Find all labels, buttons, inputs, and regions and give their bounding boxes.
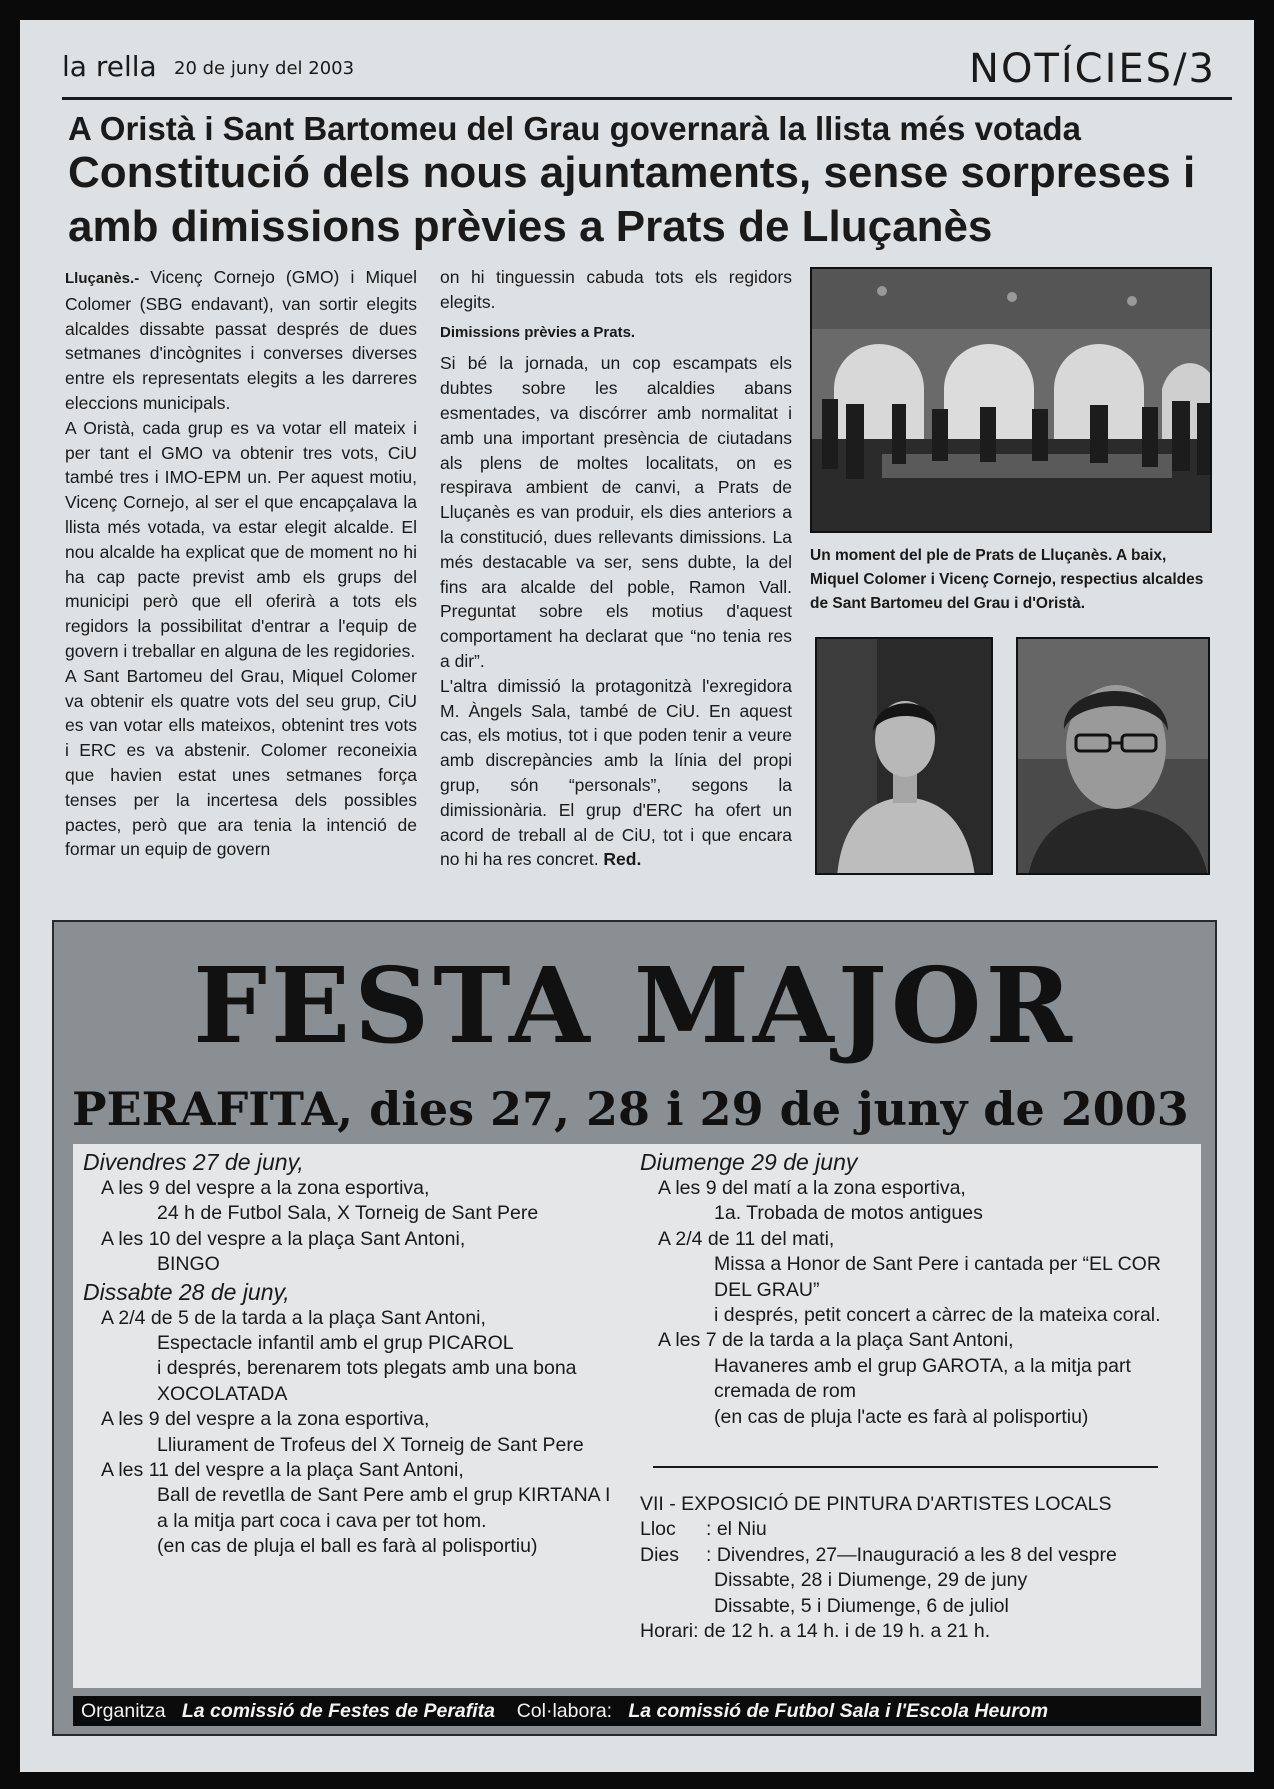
organizers-bar: [73, 1696, 1201, 1726]
article-signature: Red.: [603, 849, 642, 870]
event-note: (en cas de pluja l'acte es farà al polisportiu): [714, 1405, 1089, 1428]
exhibition-dates: Dies : Divendres, 27—Inauguració a les 8 del vespre: [640, 1543, 1117, 1566]
newspaper-page: [20, 20, 1254, 1772]
festa-major-ad: [52, 920, 1217, 1736]
day-heading: Divendres 27 de juny,: [83, 1149, 304, 1175]
article-column-1: [65, 265, 417, 862]
program-column-left: [83, 1148, 623, 1560]
article-kicker: A Oristà i Sant Bartomeu del Grau governarà la llista més votada: [68, 110, 1081, 147]
collaborator-name: La comissió de Futbol Sala i l'Escola Heurom: [628, 1700, 1049, 1722]
article-paragraph: on hi tinguessin cabuda tots els regidors elegits.: [440, 267, 792, 312]
location-lead: Lluçanès.-: [65, 270, 140, 287]
day-heading: Dissabte 28 de juny,: [83, 1278, 290, 1305]
event-detail: Missa a Honor de Sant Pere i cantada per “EL COR DEL GRAU”: [714, 1253, 1161, 1301]
event-time: A les 7 de la tarda a la plaça Sant Antoni,: [658, 1329, 1014, 1352]
event-detail: Espectacle infantil amb el grup PICAROL: [157, 1332, 514, 1355]
exhibition-dates-line: Dissabte, 5 i Diumenge, 6 de juliol: [714, 1594, 1009, 1617]
event-detail: i després, petit concert a càrrec de la mateixa coral.: [714, 1304, 1161, 1327]
portrait-image: [1018, 639, 1210, 875]
event-time: A les 11 del vespre a la plaça Sant Antoni,: [101, 1459, 464, 1482]
exhibition-info: [640, 1492, 1200, 1644]
festa-title: FESTA MAJOR: [193, 944, 1076, 1067]
masthead: [62, 38, 1232, 100]
organizer-name: La comissió de Festes de Perafita: [181, 1700, 496, 1722]
article-paragraph: Lluçanès.- Vicenç Cornejo (GMO) i Miquel Colomer (SBG endavant), van sortir elegits alcaldes dissabte passat després de dues setmanes d'incògnites i converses diverses entre els representats elegits a les darreres eleccions municipals.: [65, 267, 417, 413]
event-detail: 1a. Trobada de motos antigues: [714, 1202, 983, 1225]
event-time: A les 9 del vespre a la zona esportiva,: [101, 1408, 430, 1431]
exhibition-title: VII - EXPOSICIÓ DE PINTURA D'ARTISTES LOCALS: [640, 1493, 1112, 1515]
program-divider: [653, 1466, 1158, 1468]
exhibition-hours: Horari: de 12 h. a 14 h. i de 19 h. a 21 h.: [640, 1620, 991, 1643]
festa-program: [73, 1144, 1201, 1688]
event-note: (en cas de pluja el ball es farà al polisportiu): [157, 1535, 538, 1558]
program-column-right: [640, 1148, 1195, 1430]
day-heading: Diumenge 29 de juny: [640, 1149, 858, 1175]
portrait-photo-right: [1016, 637, 1210, 875]
photo-caption: Un moment del ple de Prats de Lluçanès. A baix, Miquel Colomer i Vicenç Cornejo, respectius alcaldes de Sant Bartomeu del Grau i d'Oristà.: [810, 547, 1204, 612]
event-time: A les 9 del matí a la zona esportiva,: [658, 1177, 966, 1199]
newspaper-brand: la rella: [62, 50, 157, 83]
event-time: A 2/4 de 5 de la tarda a la plaça Sant Antoni,: [101, 1306, 486, 1329]
section-page-label: NOTÍCIES/3: [969, 46, 1216, 92]
article-paragraph: A Oristà, cada grup es va votar ell mateix i per tant el GMO va obtenir tres vots, CiU també tres i IMO-EPM un. Per aquest motiu, Vicenç Cornejo, al ser el que encapçalava la llista més votada, va estar elegit alcalde. El nou alcalde ha explicat que de moment no hi ha cap pacte previst amb els grups del municipi però que ell oferirà a tots els regidors la possibilitat d'entrar a l'equip de govern i treballar en alguna de les regidories.: [65, 417, 417, 661]
portrait-image: [817, 639, 993, 875]
event-detail: BINGO: [157, 1253, 220, 1276]
event-detail: Lliurament de Trofeus del X Torneig de Sant Pere: [157, 1433, 584, 1456]
article-subhead: Dimissions prèvies a Prats.: [440, 323, 636, 341]
issue-date: 20 de juny del 2003: [174, 58, 355, 79]
event-time: A les 10 del vespre a la plaça Sant Antoni,: [101, 1227, 466, 1250]
council-meeting-photo: [810, 267, 1212, 533]
event-detail: Havaneres amb el grup GAROTA, a la mitja part cremada de rom: [714, 1354, 1131, 1403]
organizer-label: Organitza: [81, 1700, 166, 1722]
article-headline: Constitució dels nous ajuntaments, sense sorpreses i amb dimissions prèvies a Prats de Lluçanès: [68, 148, 1196, 251]
portrait-photo-left: [815, 637, 993, 875]
event-time: A les 9 del vespre a la zona esportiva,: [101, 1177, 430, 1199]
article-column-2: [440, 265, 792, 872]
exhibition-dates-line: Dissabte, 28 i Diumenge, 29 de juny: [714, 1569, 1028, 1592]
event-detail: Ball de revetlla de Sant Pere amb el grup KIRTANA I a la mitja part coca i cava per tot hom.: [157, 1484, 611, 1532]
event-detail: i després, berenarem tots plegats amb una bona XOCOLATADA: [157, 1357, 577, 1405]
article-paragraph: A Sant Bartomeu del Grau, Miquel Colomer va obtenir els quatre vots del seu grup, CiU es van votar ells mateixos, obtenint tres vots i ERC es va abstenir. Colomer reconeixia que havien estat unes setmanes força tenses per la incertesa dels possibles pactes, però que ara tenia la intenció de formar un equip de govern: [65, 665, 417, 860]
exhibition-location: Lloc : el Niu: [640, 1518, 767, 1541]
article-paragraph: L'altra dimissió la protagonitzà l'exregidora M. Àngels Sala, també de CiU. En aquest cas, els motius, tot i que poden tenir a veure amb discrepàncies amb la línia del propi grup, són “personals”, segons la dimissionària. El grup d'ERC ha ofert un acord de treball al de CiU, tot i que encara no hi ha res concret. Red.: [440, 675, 792, 870]
collaborator-label: Col·labora:: [516, 1700, 613, 1722]
event-time: A 2/4 de 11 del mati,: [658, 1227, 835, 1250]
article-paragraph: Si bé la jornada, un cop escampats els dubtes sobre les alcaldies abans esmentades, va discórrer amb normalitat i amb una important presència de ciutadans als plens de moltes localitats, on es respirava ambient de canvi, a Prats de Lluçanès es van produir, els dies anteriors a la constitució, dues rellevants dimissions. La més destacable va ser, sens dubte, la del fins ara alcalde del poble, Ramon Vall. Preguntat sobre els motius d'aquest comportament ha declarat que “no tenia res a dir”.: [440, 353, 792, 671]
council-meeting-image: [812, 269, 1212, 533]
event-detail: 24 h de Futbol Sala, X Torneig de Sant Pere: [157, 1202, 539, 1225]
festa-subtitle: PERAFITA, dies 27, 28 i 29 de juny de 2003: [72, 1082, 1189, 1136]
